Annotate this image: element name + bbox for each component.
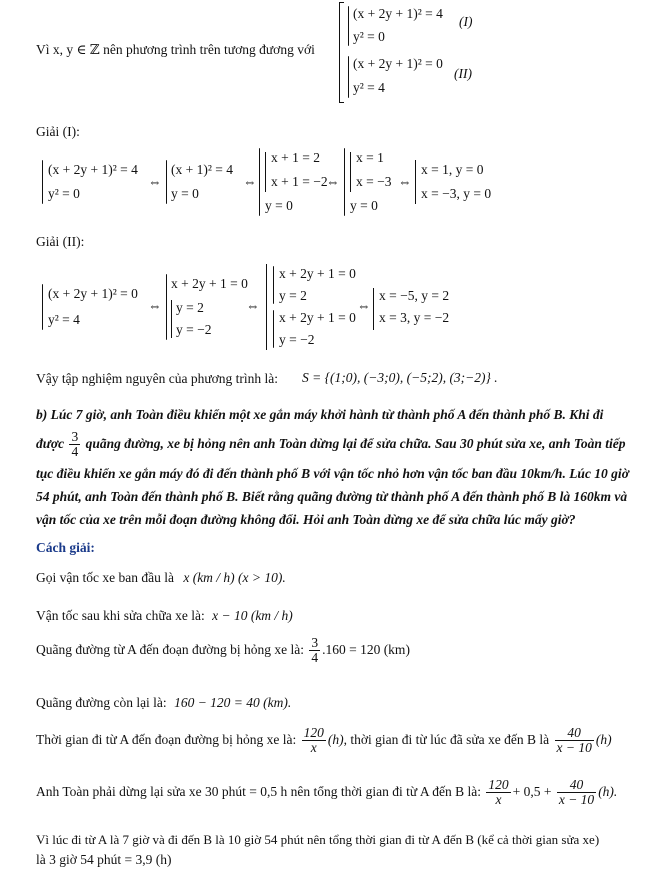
step6-mid: + 0,5 + [512, 783, 552, 799]
method-heading: Cách giải: [36, 540, 95, 555]
step1-math: x (km / h) (x > 10). [183, 570, 286, 585]
frac-num: 3 [311, 635, 319, 650]
step5-unit: (h) [327, 731, 344, 747]
case1-s3-brace [259, 148, 260, 216]
case1-s4-brace [344, 148, 345, 216]
frac-num: 120 [303, 725, 324, 740]
case1-s2-eq1: (x + 1)² = 4 [171, 162, 234, 177]
step5-mid: , thời gian đi từ lúc đã sửa xe đến B là [343, 731, 550, 747]
step2 [36, 608, 293, 624]
step6-fraction2 [557, 778, 596, 807]
case1-s1-eq1: (x + 2y + 1)² = 4 [48, 162, 138, 177]
arrow: ⇔ [246, 298, 260, 313]
frac-num: 40 [557, 778, 596, 793]
step5-fraction2 [555, 726, 594, 755]
case1-s5-eq2: x = −3, y = 0 [421, 186, 492, 201]
frac-den: 4 [311, 650, 319, 666]
step4-math: 160 − 120 = 40 (km). [174, 695, 292, 710]
step6-unit: (h). [598, 783, 618, 799]
problem-b-line5: vận tốc của xe trên mỗi đoạn đường không đổi. Hỏi anh Toàn dừng xe để sửa chữa lúc mấy giờ? [36, 512, 576, 527]
case2-s3-brace-a [273, 266, 274, 304]
frac-den: x [495, 792, 502, 808]
case2-s4-eq1: x = −5, y = 2 [379, 288, 450, 303]
arrow: ⇔ [398, 174, 412, 189]
outer-bracket [339, 2, 340, 102]
case1-heading: Giải (I): [36, 124, 80, 139]
sys1-eq2: y² = 0 [353, 29, 385, 44]
arrow: ⇔ [357, 298, 371, 313]
case2-s3-brace-b [273, 310, 274, 348]
step3-fraction [309, 636, 320, 665]
step1-text: Gọi vận tốc xe ban đầu là [36, 570, 174, 585]
case1-s3-eq3: y = 0 [265, 198, 293, 213]
case2-s2-eq2: y = 2 [176, 300, 204, 315]
problem-b-line3: tục điều khiển xe gắn máy đó đi đến thành phố B với vận tốc nhỏ hơn vận tốc ban đầu 10km/h. Lúc 10 giờ [36, 466, 629, 481]
problem-b-line1: b) Lúc 7 giờ, anh Toàn điều khiển một xe gắn máy khởi hành từ thành phố A đến thành phố B. Khi đi [36, 407, 604, 422]
case2-s4-eq2: x = 3, y = −2 [379, 310, 450, 325]
sys2-label: (II) [454, 66, 472, 81]
step6 [36, 778, 617, 807]
sys2-eq1: (x + 2y + 1)² = 0 [353, 56, 443, 71]
problem-b-line4: 54 phút, anh Toàn đến thành phố B. Biết rằng quãng đường từ thành phố A đến thành phố B là 160km và [36, 489, 628, 504]
step3-text: Quãng đường từ A đến đoạn đường bị hỏng xe là: [36, 641, 304, 657]
case2-s2-brace [166, 274, 167, 340]
step5-text: Thời gian đi từ A đến đoạn đường bị hỏng xe là: [36, 731, 297, 747]
case1-s3-bracket [265, 152, 266, 192]
case1-s4-eq1: x = 1 [356, 150, 384, 165]
step5 [36, 726, 612, 755]
step2-text: Vận tốc sau khi sửa chữa xe là: [36, 608, 205, 623]
step1 [36, 570, 286, 586]
frac-num: 40 [555, 726, 594, 741]
case1-s2-eq2: y = 0 [171, 186, 199, 201]
frac-den: 4 [71, 444, 79, 460]
arrow: ⇔ [326, 174, 340, 189]
case2-s1-eq1: (x + 2y + 1)² = 0 [48, 286, 138, 301]
case2-s1-brace [42, 284, 43, 330]
case2-s3-eq1: x + 2y + 1 = 0 [279, 266, 356, 281]
sys1-label: (I) [459, 14, 473, 29]
case2-s2-bracket [171, 300, 172, 338]
sys1-eq1: (x + 2y + 1)² = 4 [353, 6, 443, 21]
step3 [36, 636, 410, 665]
case1-s1-brace [42, 160, 43, 204]
frac-num: 3 [71, 429, 79, 444]
frac-den: x − 10 [556, 740, 592, 756]
step6-text: Anh Toàn phải dừng lại sửa xe 30 phút = 0,5 h nên tổng thời gian đi từ A đến B là: [36, 783, 481, 799]
case1-s5-eq1: x = 1, y = 0 [421, 162, 484, 177]
case1-s1-eq2: y² = 0 [48, 186, 80, 201]
case1-s5-bracket [415, 160, 416, 204]
sys1-brace [348, 6, 349, 46]
case2-s3-bracket [266, 264, 267, 350]
case2-heading: Giải (II): [36, 234, 85, 249]
outer-bracket-top [339, 2, 344, 3]
case1-s4-eq3: y = 0 [350, 198, 378, 213]
arrow: ⇔ [148, 174, 162, 189]
sys2-eq2: y² = 4 [353, 80, 385, 95]
frac-den: x − 10 [558, 792, 595, 808]
solution-text: Vậy tập nghiệm nguyên của phương trình là: [36, 371, 279, 386]
problem-b-line2 [36, 430, 626, 459]
problem-b-fraction [69, 430, 80, 459]
frac-den: x [310, 740, 317, 756]
step3-math: .160 = 120 (km) [322, 641, 410, 657]
outer-bracket-bottom [339, 102, 344, 103]
case2-s4-bracket [373, 288, 374, 330]
case2-s3-eq3: x + 2y + 1 = 0 [279, 310, 356, 325]
problem-b-line2-post: quãng đường, xe bị hỏng nên anh Toàn dừng lại để sửa chữa. Sau 30 phút sửa xe, anh Toàn tiếp [85, 435, 626, 451]
case2-s2-eq3: y = −2 [176, 322, 212, 337]
step4 [36, 695, 291, 711]
case2-s1-eq2: y² = 4 [48, 312, 80, 327]
case1-s3-eq2: x + 1 = −2 [271, 174, 328, 189]
frac-num: 120 [488, 777, 509, 792]
step4-text: Quãng đường còn lại là: [36, 695, 167, 710]
intro-text: Vì x, y ∈ ℤ nên phương trình trên tương đương với [36, 42, 315, 57]
case1-s4-bracket [350, 152, 351, 192]
case1-s2-brace [166, 160, 167, 204]
case2-s3-eq4: y = −2 [279, 332, 315, 347]
step6-fraction [486, 778, 510, 807]
arrow: ⇔ [243, 174, 257, 189]
step2-math: x − 10 (km / h) [212, 608, 293, 623]
step5-unit2: (h) [595, 731, 612, 747]
case2-s3-eq2: y = 2 [279, 288, 307, 303]
step5-fraction [302, 726, 326, 755]
problem-b-line2-pre: được [36, 435, 65, 451]
arrow: ⇔ [148, 298, 162, 313]
solution-formula: S = {(1;0), (−3;0), (−5;2), (3;−2)} . [302, 370, 498, 385]
case1-s4-eq2: x = −3 [356, 174, 392, 189]
step7-line1: Vì lúc đi từ A là 7 giờ và đi đến B là 10 giờ 54 phút nên tổng thời gian đi từ A đến B (kể cả thời gian sửa xe) [36, 832, 600, 847]
sys2-brace [348, 56, 349, 98]
case2-s2-eq1: x + 2y + 1 = 0 [171, 276, 248, 291]
case1-s3-eq1: x + 1 = 2 [271, 150, 320, 165]
step7-line2: là 3 giờ 54 phút = 3,9 (h) [36, 852, 172, 867]
